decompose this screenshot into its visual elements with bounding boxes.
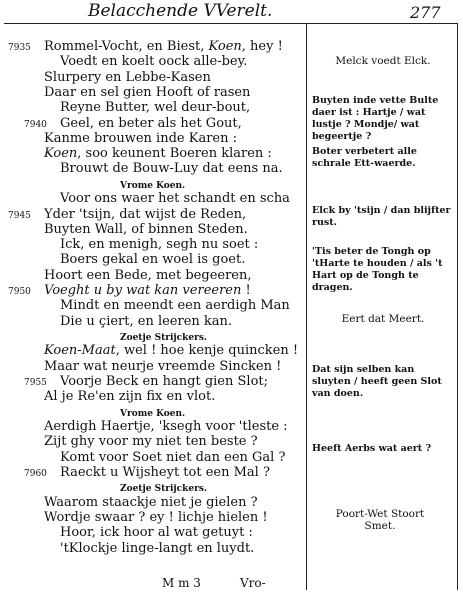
right-border-rule (457, 23, 458, 590)
verse-text: Buyten Wall, of binnen Steden. (44, 221, 248, 237)
verse-text: Wordje swaar ? ey ! lichje hielen ! (44, 510, 268, 526)
header-rule (4, 23, 458, 24)
verse-line (44, 344, 298, 358)
verse-line (60, 542, 254, 556)
verse-line (60, 238, 258, 252)
verse-text: Slurpery en Lebbe-Kasen (44, 69, 211, 85)
verse-line (8, 39, 283, 54)
verse-italic: Voeght u by wat kan vereeren (44, 283, 242, 298)
margin-note: Heeft Aerbs wat aert ? (312, 443, 432, 454)
verse-line (44, 420, 288, 434)
verse-line (60, 299, 290, 313)
verse-line (60, 192, 290, 206)
verse-text: Geel, en beter als het Gout, (60, 115, 242, 131)
verse-text: Yder 'tsijn, dat wijst de Reden, (44, 206, 247, 222)
verse-line (44, 360, 281, 374)
verse-text: 'tKlockje linge-langt en luydt. (60, 540, 255, 556)
verse-line (44, 223, 248, 237)
speaker-label: Vrome Koen. (120, 408, 186, 419)
line-number: 7955 (24, 378, 47, 388)
verse-text: Maar wat neurje vreemde Sincken ! (44, 358, 282, 374)
verse-line (44, 390, 215, 404)
speaker-label: Vrome Koen. (120, 180, 186, 191)
verse-line (44, 147, 272, 161)
verse-line (44, 511, 268, 525)
verse-line (8, 206, 247, 222)
line-number: 7950 (8, 287, 31, 297)
verse-text: Al je Re'en zijn fix en vlot. (44, 389, 216, 405)
running-header: Belacchende VVerelt. (88, 1, 273, 21)
verse-line (8, 283, 251, 298)
verse-text: Brouwt de Bouw-Luy dat eens na. (60, 161, 283, 177)
margin-note: Buyten inde vette Bulte daer ist : Hartje / wat lustje ? Mondje/ wat begeertje ? (312, 95, 439, 142)
verse-text: , wel ! hoe kenje quincken ! (115, 343, 299, 359)
verse-line (44, 86, 250, 100)
page-number: 277 (410, 3, 441, 22)
column-rule (306, 23, 307, 590)
verse-line (60, 253, 245, 267)
signature-mark: M m 3 (162, 576, 201, 590)
verse-text: Zijt ghy voor my niet ten beste ? (44, 434, 258, 450)
verse-text: Komt voor Soet niet dan een Gal ? (60, 449, 286, 465)
verse-italic: Koen (208, 39, 242, 54)
verse-text: Daar en sel gien Hooft of rasen (44, 84, 251, 100)
line-number: 7960 (24, 469, 47, 479)
verse-line (44, 496, 258, 510)
line-number: 7940 (24, 119, 47, 130)
verse-line (60, 526, 253, 540)
line-number: 7935 (8, 43, 31, 53)
verse-italic: Koen (44, 146, 78, 162)
verse-text: Ick, en menigh, segh nu soet : (60, 237, 259, 253)
speaker-label: Zoetje Strijckers. (120, 332, 208, 343)
verse-text: Aerdigh Haertje, 'ksegh voor 'tleste : (44, 419, 288, 435)
verse-line (44, 269, 252, 283)
margin-note: Melck voedt Elck. (335, 55, 431, 67)
margin-note: Poort-Wet Stoort Smet. (335, 508, 425, 532)
catchword: Vro- (240, 576, 266, 590)
verse-text: , hey ! (241, 39, 283, 54)
verse-line (60, 162, 283, 176)
verse-line (24, 465, 270, 480)
verse-text: Voorje Beck en hangt gien Slot; (60, 374, 268, 389)
verse-text: Reyne Butter, wel deur-bout, (60, 100, 251, 116)
verse-text: Rommel-Vocht, en Biest, (44, 39, 209, 54)
verse-text: Kanme brouwen inde Karen : (44, 130, 237, 146)
verse-text: Boers gekal en woel is goet. (60, 252, 246, 268)
verse-line (24, 115, 242, 131)
verse-text: Voor ons waer het schandt en scha (60, 191, 290, 207)
verse-line (60, 451, 285, 465)
verse-text: , soo keunent Boeren klaren : (77, 146, 272, 162)
verse-line (60, 101, 250, 115)
verse-text: Die u çiert, en leeren kan. (60, 313, 233, 329)
verse-line (60, 55, 247, 69)
verse-line (44, 71, 211, 85)
verse-text: Voedt en koelt oock alle-bey. (60, 54, 248, 70)
verse-text: Raeckt u Wijsheyt tot een Mal ? (60, 465, 270, 480)
verse-line (44, 435, 258, 449)
verse-text: Waarom staackje niet je gielen ? (44, 494, 258, 510)
verse-italic: Koen-Maat (44, 343, 116, 359)
verse-text: ! (241, 283, 251, 298)
margin-note: Boter verbetert alle schrale Ett-waerde. (312, 146, 417, 169)
verse-line (60, 315, 232, 329)
verse-text: Hoort een Bede, met begeeren, (44, 267, 252, 283)
margin-note: Dat sijn selben kan sluyten / heeft geen Slot van doen. (312, 364, 442, 399)
verse-line (24, 374, 268, 389)
line-number: 7945 (8, 210, 31, 221)
margin-note: Eert dat Meert. (341, 313, 425, 325)
speaker-label: Zoetje Strijckers. (120, 484, 208, 495)
margin-note: Elck by 'tsijn / dan blijfter rust. (312, 205, 451, 228)
verse-line (44, 132, 237, 146)
margin-note: 'Tis beter de Tongh op 'tHarte te houden / als 't Hart op de Tongh te dragen. (312, 246, 443, 293)
verse-text: Mindt en meendt een aerdigh Man (60, 298, 290, 314)
verse-text: Hoor, ick hoor al wat getuyt : (60, 525, 253, 541)
